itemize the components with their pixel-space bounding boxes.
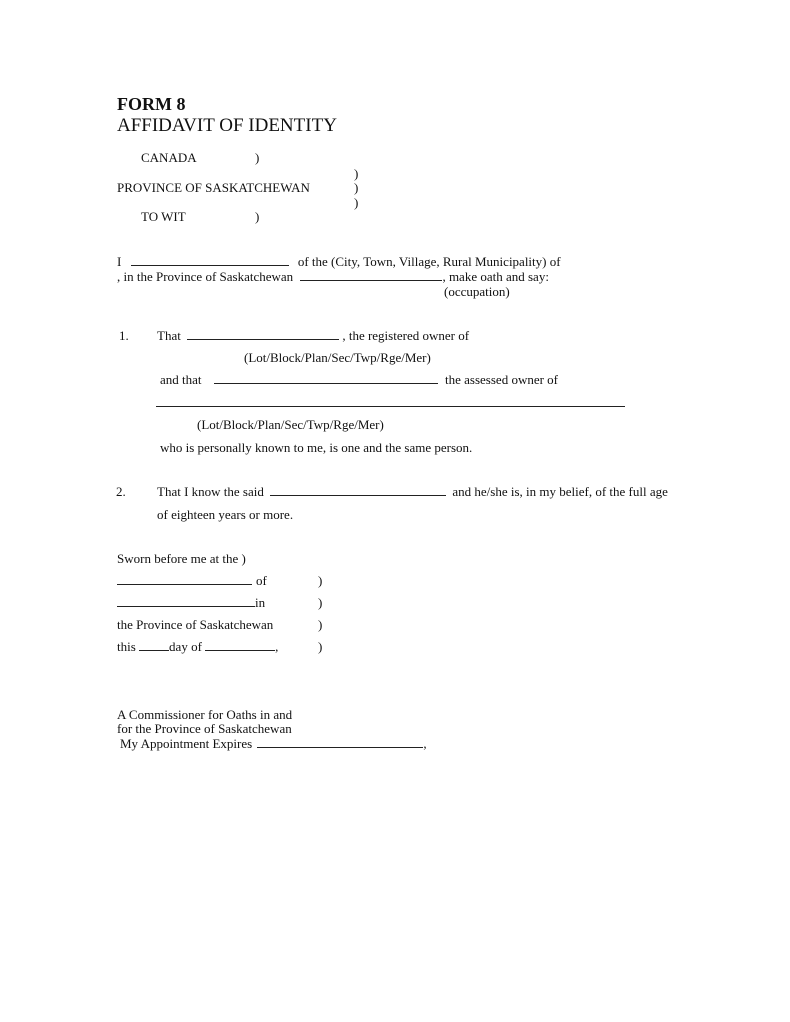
land-description-label: (Lot/Block/Plan/Sec/Twp/Rge/Mer) [244,350,431,365]
jurat-of: of [256,573,267,588]
clause-1-same-person: who is personally known to me, is one and the same person. [160,440,473,455]
land-description-field[interactable] [156,406,625,407]
registered-owner-field[interactable] [187,328,339,340]
deponent-name-field[interactable] [131,254,289,266]
venue-to-wit: TO WIT [141,209,186,224]
jurat-in-line [117,595,265,610]
clause-1-assessed-owner: the assessed owner of [445,372,559,387]
venue-country: CANADA [141,150,197,165]
clause-1-and-that: and that [160,372,202,387]
known-person-field[interactable] [270,484,446,496]
commissioner-line-2: for the Province of Saskatchewan [117,721,292,736]
jurat-date-line [117,639,278,654]
clause-1-registered-owner: , the registered owner of [342,328,470,343]
jurat-in: in [255,595,266,610]
clause-2-number: 2. [116,484,126,499]
clause-2-prefix: That I know the said [157,484,264,499]
appointment-expires-label: My Appointment Expires [120,736,253,751]
jurat-of-line [117,573,267,588]
form-number: FORM 8 [117,94,186,114]
jurat-place-field[interactable] [117,573,252,585]
venue-bracket: ) [354,195,359,210]
jurat-month-field[interactable] [205,639,275,651]
intro-line-2 [117,269,549,284]
jurat-day-field[interactable] [139,639,169,651]
venue-bracket: ) [354,166,359,181]
jurat-bracket: ) [318,639,323,654]
clause-2-line-2: of eighteen years or more. [157,507,294,522]
form-title: AFFIDAVIT OF IDENTITY [117,115,337,136]
venue-bracket: ) [354,180,359,195]
clause-1-line-1 [157,328,469,343]
intro-province: , in the Province of Saskatchewan [117,269,294,284]
jurat-sworn: Sworn before me at the ) [117,551,246,566]
intro-suffix: of the (City, Town, Village, Rural Municipality) of [297,254,561,269]
land-description-label-2: (Lot/Block/Plan/Sec/Twp/Rge/Mer) [197,417,384,432]
clause-1-number: 1. [119,328,129,343]
appointment-comma: , [423,736,427,751]
clause-2-line-1 [157,484,668,499]
clause-1-line-3 [160,372,558,387]
intro-prefix: I [117,254,122,269]
clause-2-suffix: and he/she is, in my belief, of the full age [452,484,668,499]
jurat-province: the Province of Saskatchewan [117,617,274,632]
venue-bracket: ) [255,209,260,224]
intro-oath: , make oath and say: [442,269,549,284]
occupation-label: (occupation) [444,284,510,299]
jurat-this: this [117,639,136,654]
occupation-field[interactable] [300,269,442,281]
venue-province: PROVINCE OF SASKATCHEWAN [117,180,310,195]
jurat-bracket: ) [318,573,323,588]
jurat-municipality-field[interactable] [117,595,255,607]
commissioner-line-3 [120,736,427,751]
jurat-day-of: day of [169,639,202,654]
assessed-owner-field[interactable] [214,372,438,384]
appointment-expiry-field[interactable] [257,736,423,748]
clause-1-that: That [157,328,181,343]
venue-bracket: ) [255,150,260,165]
jurat-bracket: ) [318,617,323,632]
intro-line-1 [117,254,561,269]
jurat-bracket: ) [318,595,323,610]
commissioner-line-1: A Commissioner for Oaths in and [117,707,293,722]
jurat-comma: , [275,639,279,654]
